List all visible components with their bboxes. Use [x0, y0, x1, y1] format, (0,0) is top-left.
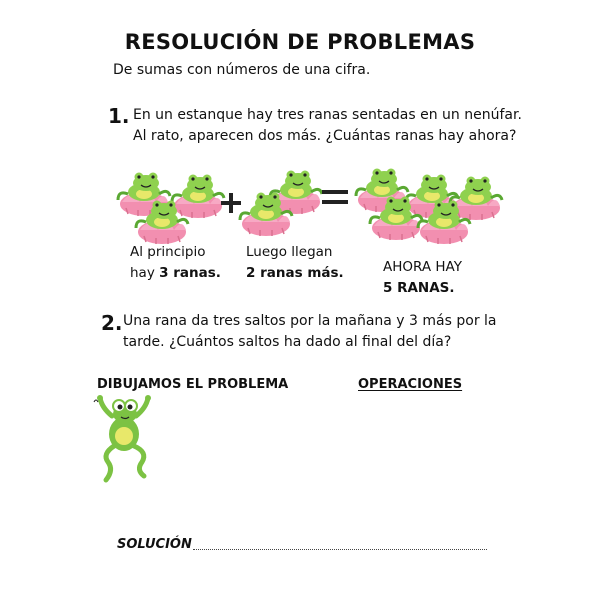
frog-group-start [118, 173, 224, 245]
problem-1-text-line-1: En un estanque hay tres ranas sentadas en un nenúfar. [133, 107, 522, 123]
solution-answer-line[interactable] [193, 549, 487, 550]
problem-2-number: 2. [101, 311, 123, 335]
caption-now: AHORA HAY 5 RANAS. [383, 259, 462, 296]
caption-arrive: Luego llegan 2 ranas más. [246, 244, 344, 281]
solution-label: SOLUCIÓN [117, 537, 192, 552]
problem-1-number: 1. [108, 104, 130, 128]
frog-group-now [356, 169, 502, 245]
frog-group-arrive [240, 171, 322, 237]
equals-icon [322, 190, 348, 204]
jumping-frog-icon [92, 394, 158, 486]
caption-start: Al principio hay 3 ranas. [130, 244, 221, 281]
draw-heading: DIBUJAMOS EL PROBLEMA [97, 377, 289, 392]
operations-heading: OPERACIONES [358, 377, 463, 392]
page-subtitle: De sumas con números de una cifra. [113, 62, 371, 78]
frog-addition-illustration [100, 160, 520, 245]
problem-2-text-line-2: tarde. ¿Cuántos saltos ha dado al final del día? [123, 334, 452, 350]
problem-1-text-line-2: Al rato, aparecen dos más. ¿Cuántas ranas hay ahora? [133, 128, 517, 144]
problem-2-text-line-1: Una rana da tres saltos por la mañana y 3 más por la [123, 313, 497, 329]
page-title: RESOLUCIÓN DE PROBLEMAS [124, 30, 476, 54]
frog-icon [172, 175, 224, 219]
